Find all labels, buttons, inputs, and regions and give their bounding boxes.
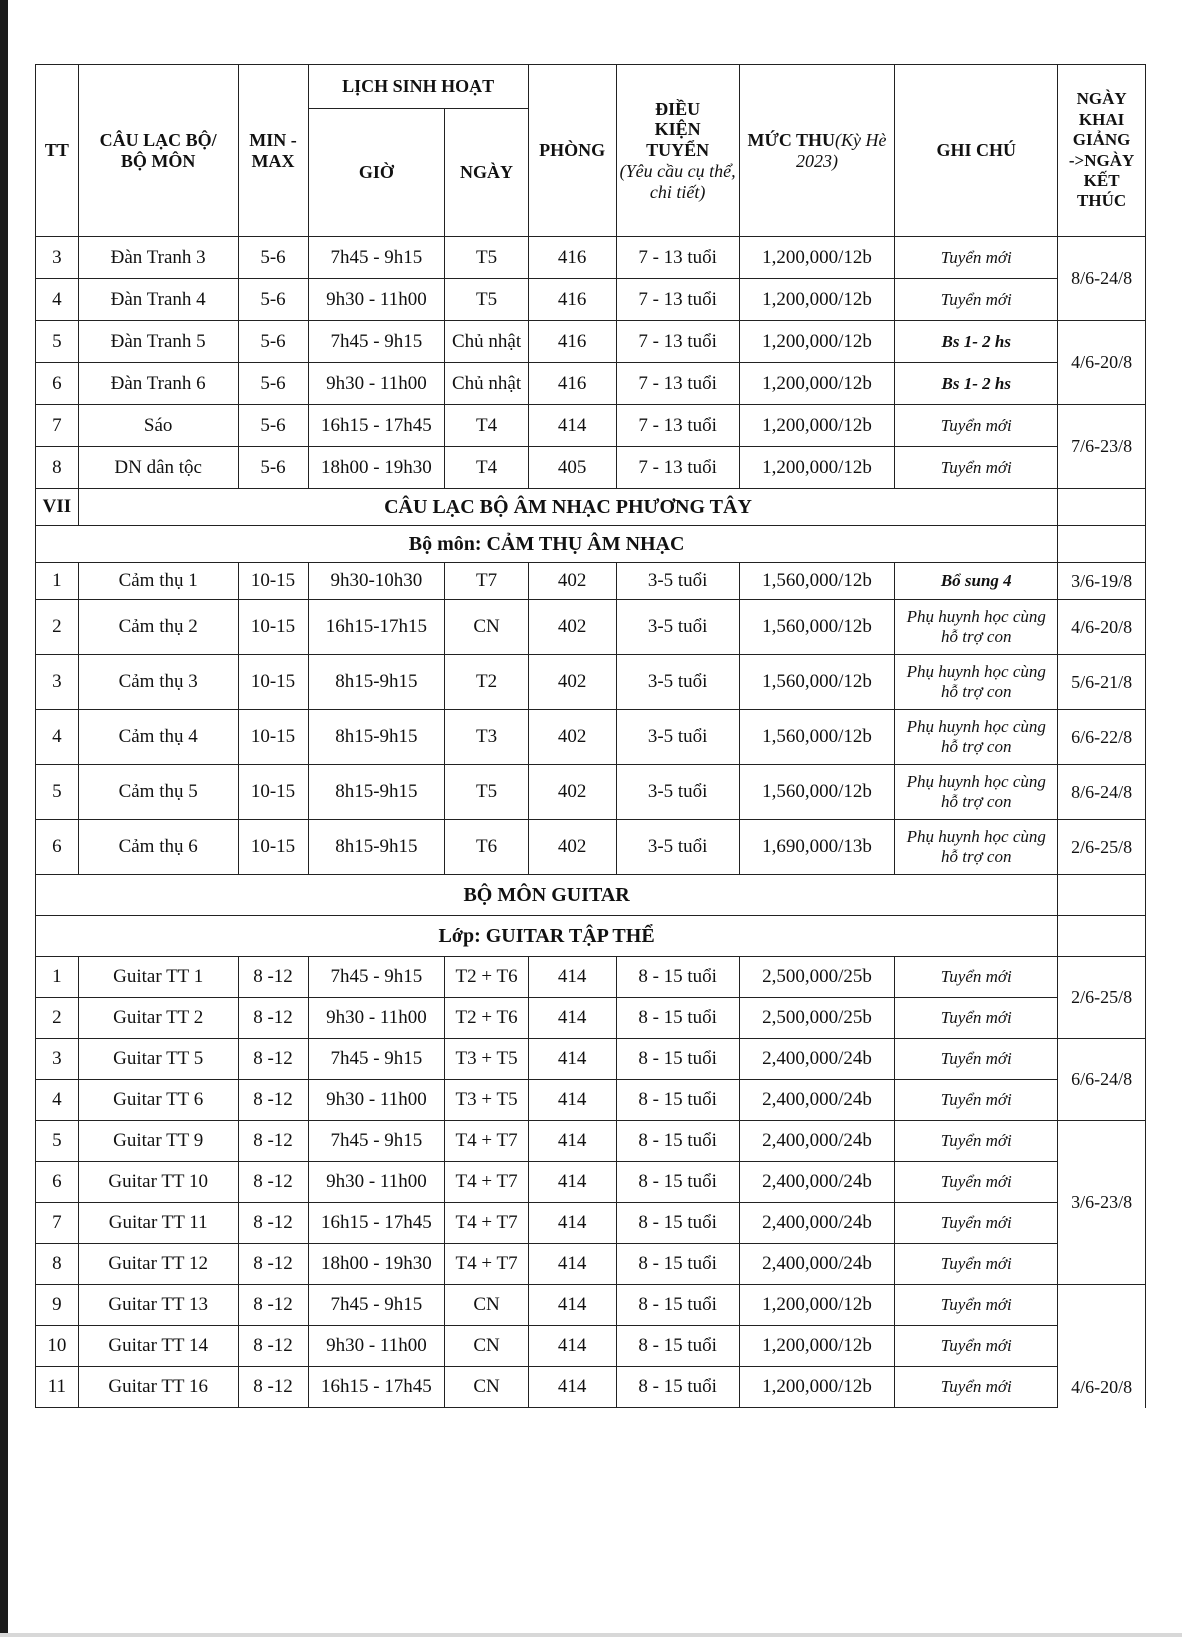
cell-empty [1058,875,1146,916]
cell-note: Tuyển mới [895,957,1058,998]
cell-minmax: 10-15 [238,820,308,875]
cell-tt: 8 [36,447,79,489]
cell-day: T6 [445,820,529,875]
cell-tt: 7 [36,1203,79,1244]
cell-room: 414 [528,1244,616,1285]
cell-day: Chủ nhật [445,321,529,363]
cell-room: 416 [528,237,616,279]
cell-tt: 6 [36,820,79,875]
cell-condition: 7 - 13 tuổi [616,279,739,321]
cell-note: Phụ huynh học cùng hỗ trợ con [895,655,1058,710]
cell-note: Tuyển mới [895,1285,1058,1326]
cell-condition: 7 - 13 tuổi [616,405,739,447]
cell-fee: 1,560,000/12b [739,765,895,820]
header-fee: MỨC THU(Kỳ Hè 2023) [739,65,895,237]
cell-condition: 3-5 tuổi [616,600,739,655]
cell-fee: 1,560,000/12b [739,710,895,765]
cell-note: Tuyển mới [895,1039,1058,1080]
cell-fee: 1,200,000/12b [739,237,895,279]
table-row [36,710,1146,765]
cell-period: 6/6-24/8 [1058,1039,1146,1121]
cell-condition: 3-5 tuổi [616,820,739,875]
cell-fee: 2,500,000/25b [739,957,895,998]
header-condition: ĐIỀU KIỆN TUYỂN (Yêu cầu cụ thể, chi tiết) [616,65,739,237]
cell-period: 4/6-20/8 [1058,321,1146,405]
cell-name: Guitar TT 12 [78,1244,238,1285]
cell-day: T4 + T7 [445,1121,529,1162]
cell-day: T4 + T7 [445,1162,529,1203]
cell-time: 7h45 - 9h15 [308,1121,445,1162]
cell-condition: 8 - 15 tuổi [616,1080,739,1121]
cell-name: Đàn Tranh 6 [78,363,238,405]
cell-day: T7 [445,563,529,600]
cell-fee: 2,400,000/24b [739,1162,895,1203]
cell-day: CN [445,1326,529,1367]
cell-time: 9h30 - 11h00 [308,998,445,1039]
cell-day: T2 [445,655,529,710]
cell-room: 402 [528,563,616,600]
cell-time: 7h45 - 9h15 [308,957,445,998]
table-row [36,1080,1146,1121]
cell-fee: 2,400,000/24b [739,1080,895,1121]
cell-tt: 2 [36,998,79,1039]
cell-condition: 7 - 13 tuổi [616,321,739,363]
cell-time: 16h15 - 17h45 [308,1203,445,1244]
cell-room: 414 [528,1326,616,1367]
cell-fee: 1,200,000/12b [739,1326,895,1367]
cell-day: CN [445,1367,529,1408]
cell-minmax: 8 -12 [238,1285,308,1326]
cell-minmax: 10-15 [238,655,308,710]
cell-name: Guitar TT 11 [78,1203,238,1244]
cell-tt: 5 [36,765,79,820]
cell-room: 414 [528,1203,616,1244]
cell-tt: 3 [36,1039,79,1080]
cell-room: 416 [528,363,616,405]
cell-condition: 8 - 15 tuổi [616,1203,739,1244]
section-title: CÂU LẠC BỘ ÂM NHẠC PHƯƠNG TÂY [78,489,1057,526]
cell-time: 7h45 - 9h15 [308,321,445,363]
cell-note: Bổ sung 4 [895,563,1058,600]
cell-empty [1058,526,1146,563]
cell-time: 8h15-9h15 [308,765,445,820]
cell-note: Tuyển mới [895,279,1058,321]
cell-room: 414 [528,957,616,998]
cell-time: 16h15 - 17h45 [308,405,445,447]
cell-room: 414 [528,1080,616,1121]
class-title: Lớp: GUITAR TẬP THỂ [36,916,1058,957]
cell-minmax: 8 -12 [238,1121,308,1162]
cell-name: Guitar TT 6 [78,1080,238,1121]
cell-minmax: 10-15 [238,563,308,600]
cell-minmax: 8 -12 [238,1203,308,1244]
table-row [36,405,1146,447]
cell-name: Guitar TT 13 [78,1285,238,1326]
header-note: GHI CHÚ [895,65,1058,237]
class-schedule-table [35,64,1146,1408]
cell-minmax: 5-6 [238,321,308,363]
cell-time: 16h15-17h15 [308,600,445,655]
subject-row [36,526,1146,563]
cell-condition: 8 - 15 tuổi [616,1367,739,1408]
cell-tt: 5 [36,1121,79,1162]
table-row [36,237,1146,279]
table-row [36,1039,1146,1080]
cell-time: 8h15-9h15 [308,820,445,875]
cell-note: Tuyển mới [895,1121,1058,1162]
cell-day: T4 [445,405,529,447]
cell-day: T4 + T7 [445,1203,529,1244]
cell-condition: 8 - 15 tuổi [616,1244,739,1285]
cell-period: 8/6-24/8 [1058,765,1146,820]
cell-minmax: 8 -12 [238,1367,308,1408]
table-row [36,363,1146,405]
cell-condition: 3-5 tuổi [616,655,739,710]
cell-room: 414 [528,1367,616,1408]
cell-tt: 4 [36,710,79,765]
cell-minmax: 8 -12 [238,1162,308,1203]
cell-note: Tuyển mới [895,237,1058,279]
cell-minmax: 8 -12 [238,1039,308,1080]
table-row [36,563,1146,600]
cell-day: CN [445,600,529,655]
page-edge-shadow [0,0,8,1637]
cell-room: 414 [528,998,616,1039]
cell-room: 414 [528,1285,616,1326]
cell-minmax: 5-6 [238,363,308,405]
page-bottom-shade [0,1633,1182,1637]
cell-note: Tuyển mới [895,1244,1058,1285]
cell-room: 405 [528,447,616,489]
cell-time: 8h15-9h15 [308,655,445,710]
cell-period: 4/6-20/8 [1058,600,1146,655]
cell-note: Tuyển mới [895,447,1058,489]
subject-row [36,875,1146,916]
table-row [36,321,1146,363]
cell-minmax: 8 -12 [238,957,308,998]
cell-fee: 1,690,000/13b [739,820,895,875]
subject-title: BỘ MÔN GUITAR [36,875,1058,916]
cell-tt: 4 [36,279,79,321]
cell-minmax: 5-6 [238,405,308,447]
cell-time: 7h45 - 9h15 [308,1039,445,1080]
cell-time: 7h45 - 9h15 [308,1285,445,1326]
cell-period: 8/6-24/8 [1058,237,1146,321]
table-row [36,1326,1146,1367]
table-row [36,998,1146,1039]
table-row [36,820,1146,875]
cell-note: Tuyển mới [895,1367,1058,1408]
cell-time: 9h30 - 11h00 [308,1162,445,1203]
cell-name: Sáo [78,405,238,447]
cell-period: 2/6-25/8 [1058,957,1146,1039]
cell-condition: 3-5 tuổi [616,765,739,820]
cell-fee: 2,500,000/25b [739,998,895,1039]
cell-note: Tuyển mới [895,1162,1058,1203]
cell-minmax: 10-15 [238,710,308,765]
cell-time: 8h15-9h15 [308,710,445,765]
cell-tt: 4 [36,1080,79,1121]
table-row [36,1367,1146,1408]
cell-room: 402 [528,820,616,875]
cell-note: Tuyển mới [895,1203,1058,1244]
cell-tt: 3 [36,655,79,710]
section-number: VII [36,489,79,526]
cell-condition: 8 - 15 tuổi [616,1039,739,1080]
cell-day: CN [445,1285,529,1326]
cell-name: Cảm thụ 6 [78,820,238,875]
cell-time: 9h30 - 11h00 [308,1326,445,1367]
cell-condition: 8 - 15 tuổi [616,1285,739,1326]
cell-minmax: 8 -12 [238,998,308,1039]
cell-time: 9h30 - 11h00 [308,363,445,405]
cell-time: 9h30 - 11h00 [308,279,445,321]
cell-fee: 2,400,000/24b [739,1244,895,1285]
cell-condition: 8 - 15 tuổi [616,957,739,998]
table-row [36,600,1146,655]
cell-note: Phụ huynh học cùng hỗ trợ con [895,600,1058,655]
header-minmax: MIN - MAX [238,65,308,237]
cell-condition: 8 - 15 tuổi [616,1121,739,1162]
cell-room: 402 [528,655,616,710]
cell-minmax: 8 -12 [238,1244,308,1285]
cell-minmax: 8 -12 [238,1080,308,1121]
cell-tt: 9 [36,1285,79,1326]
cell-tt: 3 [36,237,79,279]
cell-name: Đàn Tranh 4 [78,279,238,321]
table-row [36,1244,1146,1285]
cell-condition: 8 - 15 tuổi [616,1162,739,1203]
cell-room: 414 [528,1039,616,1080]
cell-tt: 8 [36,1244,79,1285]
table-row [36,1203,1146,1244]
cell-minmax: 5-6 [238,447,308,489]
cell-room: 416 [528,321,616,363]
cell-note: Phụ huynh học cùng hỗ trợ con [895,820,1058,875]
section-row [36,489,1146,526]
cell-fee: 2,400,000/24b [739,1121,895,1162]
cell-room: 414 [528,1121,616,1162]
header-club: CÂU LẠC BỘ/ BỘ MÔN [78,65,238,237]
cell-fee: 1,560,000/12b [739,655,895,710]
table-row [36,279,1146,321]
cell-minmax: 10-15 [238,600,308,655]
cell-note: Tuyển mới [895,1326,1058,1367]
cell-note: Phụ huynh học cùng hỗ trợ con [895,710,1058,765]
cell-condition: 8 - 15 tuổi [616,1326,739,1367]
subject-title: Bộ môn: CẢM THỤ ÂM NHẠC [36,526,1058,563]
table-row [36,1162,1146,1203]
cell-condition: 7 - 13 tuổi [616,447,739,489]
header-period: NGÀY KHAI GIẢNG ->NGÀY KẾT THÚC [1058,65,1146,237]
cell-tt: 2 [36,600,79,655]
cell-name: Cảm thụ 1 [78,563,238,600]
cell-fee: 1,200,000/12b [739,363,895,405]
cell-tt: 5 [36,321,79,363]
cell-name: Guitar TT 16 [78,1367,238,1408]
cell-fee: 1,200,000/12b [739,279,895,321]
header-tt: TT [36,65,79,237]
cell-name: Guitar TT 5 [78,1039,238,1080]
cell-fee: 1,200,000/12b [739,405,895,447]
cell-fee: 2,400,000/24b [739,1039,895,1080]
cell-note: Tuyển mới [895,998,1058,1039]
table-row [36,1285,1146,1326]
table-row [36,447,1146,489]
cell-day: T3 + T5 [445,1039,529,1080]
cell-condition: 8 - 15 tuổi [616,998,739,1039]
cell-name: Đàn Tranh 5 [78,321,238,363]
cell-note: Bs 1- 2 hs [895,321,1058,363]
cell-room: 402 [528,600,616,655]
cell-name: Guitar TT 10 [78,1162,238,1203]
cell-tt: 6 [36,1162,79,1203]
cell-note: Phụ huynh học cùng hỗ trợ con [895,765,1058,820]
table-row [36,655,1146,710]
cell-name: Cảm thụ 4 [78,710,238,765]
cell-day: T3 + T5 [445,1080,529,1121]
cell-time: 9h30 - 11h00 [308,1080,445,1121]
cell-day: T4 + T7 [445,1244,529,1285]
cell-name: Guitar TT 14 [78,1326,238,1367]
cell-condition: 7 - 13 tuổi [616,363,739,405]
header-schedule: LỊCH SINH HOẠT [308,65,528,109]
table-body [36,237,1146,1408]
cell-day: T5 [445,765,529,820]
cell-fee: 1,200,000/12b [739,447,895,489]
header-time: GIỜ [308,109,445,237]
cell-minmax: 8 -12 [238,1326,308,1367]
cell-name: Guitar TT 2 [78,998,238,1039]
table-row [36,1121,1146,1162]
cell-note: Bs 1- 2 hs [895,363,1058,405]
cell-day: Chủ nhật [445,363,529,405]
cell-name: Cảm thụ 5 [78,765,238,820]
table-row [36,765,1146,820]
cell-name: Guitar TT 1 [78,957,238,998]
class-row [36,916,1146,957]
cell-day: T4 [445,447,529,489]
cell-tt: 1 [36,957,79,998]
cell-fee: 1,200,000/12b [739,321,895,363]
cell-condition: 3-5 tuổi [616,563,739,600]
cell-day: T5 [445,279,529,321]
table-header [36,65,1146,237]
cell-period: 7/6-23/8 [1058,405,1146,489]
cell-condition: 3-5 tuổi [616,710,739,765]
cell-day: T3 [445,710,529,765]
cell-period: 5/6-21/8 [1058,655,1146,710]
schedule-document [35,64,1146,1408]
cell-period: 3/6-19/8 [1058,563,1146,600]
cell-tt: 7 [36,405,79,447]
cell-minmax: 5-6 [238,279,308,321]
cell-tt: 6 [36,363,79,405]
cell-period: 3/6-23/8 [1058,1121,1146,1285]
cell-note: Tuyển mới [895,1080,1058,1121]
cell-name: Cảm thụ 2 [78,600,238,655]
cell-room: 414 [528,405,616,447]
cell-period: 6/6-22/8 [1058,710,1146,765]
header-condition-sub: (Yêu cầu cụ thể, chi tiết) [619,160,736,202]
cell-fee: 1,560,000/12b [739,563,895,600]
cell-name: Cảm thụ 3 [78,655,238,710]
table-row [36,957,1146,998]
cell-day: T2 + T6 [445,998,529,1039]
cell-fee: 1,560,000/12b [739,600,895,655]
cell-period: 2/6-25/8 [1058,820,1146,875]
cell-room: 402 [528,710,616,765]
cell-tt: 10 [36,1326,79,1367]
cell-empty [1058,916,1146,957]
cell-fee: 1,200,000/12b [739,1367,895,1408]
cell-fee: 2,400,000/24b [739,1203,895,1244]
cell-name: Đàn Tranh 3 [78,237,238,279]
cell-day: T5 [445,237,529,279]
cell-minmax: 5-6 [238,237,308,279]
cell-time: 18h00 - 19h30 [308,447,445,489]
cell-time: 9h30-10h30 [308,563,445,600]
header-room: PHÒNG [528,65,616,237]
cell-tt: 11 [36,1367,79,1408]
cell-fee: 1,200,000/12b [739,1285,895,1326]
cell-room: 416 [528,279,616,321]
cell-condition: 7 - 13 tuổi [616,237,739,279]
cell-name: DN dân tộc [78,447,238,489]
cell-time: 7h45 - 9h15 [308,237,445,279]
cell-name: Guitar TT 9 [78,1121,238,1162]
cell-tt: 1 [36,563,79,600]
cell-empty [1058,489,1146,526]
cell-room: 402 [528,765,616,820]
header-day: NGÀY [445,109,529,237]
cell-day: T2 + T6 [445,957,529,998]
cell-time: 16h15 - 17h45 [308,1367,445,1408]
cell-time: 18h00 - 19h30 [308,1244,445,1285]
cell-note: Tuyển mới [895,405,1058,447]
cell-minmax: 10-15 [238,765,308,820]
cell-room: 414 [528,1162,616,1203]
cell-period: 4/6-20/8 [1058,1285,1146,1408]
